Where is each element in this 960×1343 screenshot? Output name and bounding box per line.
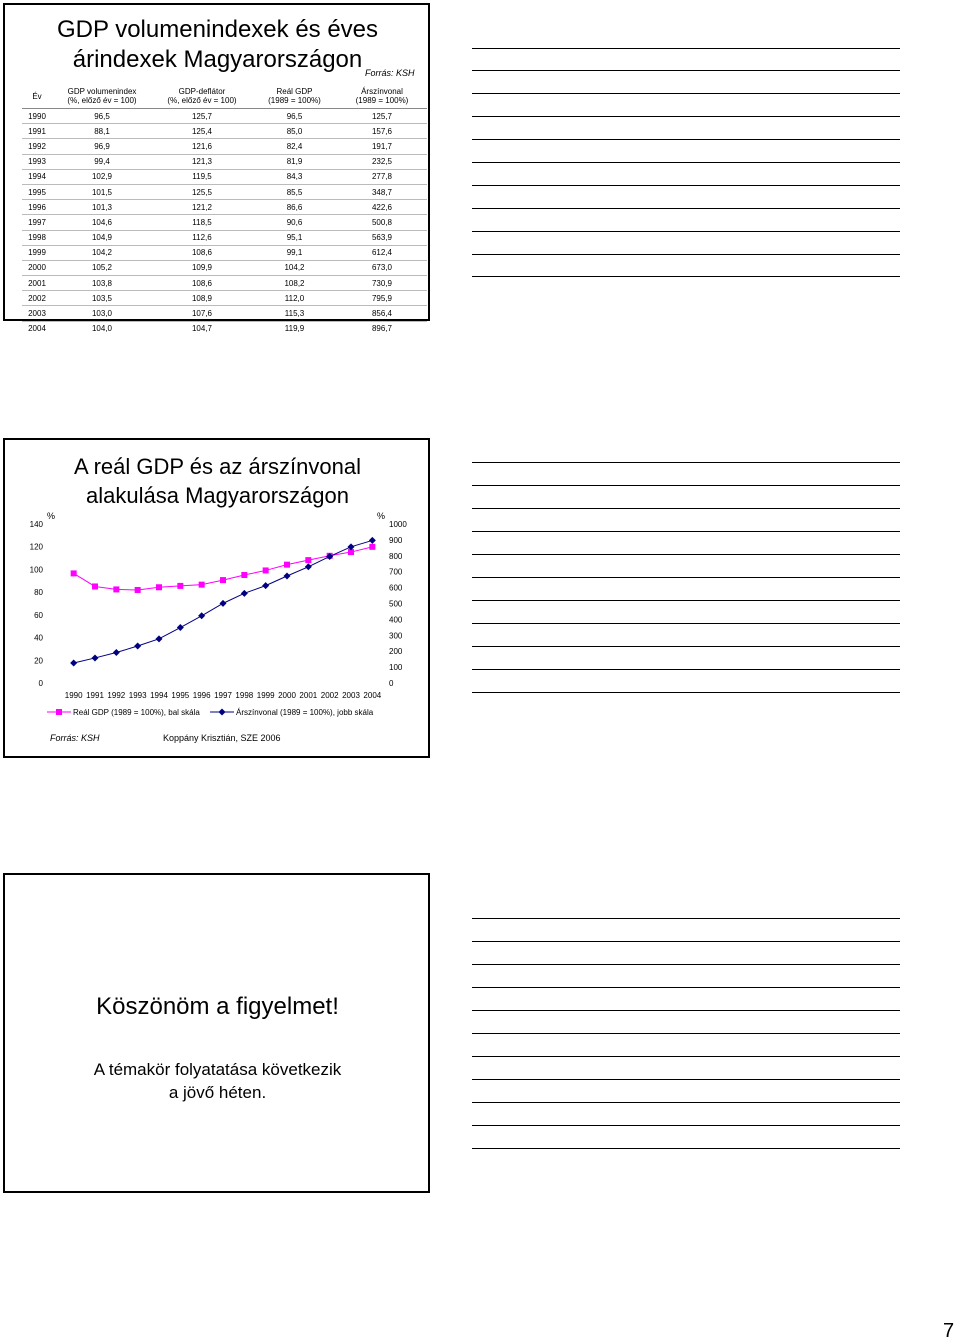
table-cell: 277,8 (371, 172, 393, 182)
x-axis-tick-label: 1993 (128, 691, 147, 700)
note-line (472, 185, 900, 186)
table-cell: 118,5 (192, 217, 212, 227)
note-line (472, 162, 900, 163)
source-label: Forrás: KSH (50, 733, 100, 743)
table-cell: 2003 (28, 309, 46, 319)
x-axis-tick-label: 2000 (278, 691, 296, 700)
table-row (22, 260, 427, 275)
legend-label: Reál GDP (1989 = 100%), bal skála (73, 708, 200, 717)
x-axis-tick-label: 1991 (86, 691, 104, 700)
column-header-text: Reál GDP (276, 87, 313, 96)
left-axis-tick-label: 60 (34, 610, 43, 620)
right-axis-tick-label: 300 (389, 631, 403, 641)
right-axis-tick-label: 400 (389, 615, 403, 625)
left-axis-tick-label: 0 (38, 679, 43, 688)
table-cell: 500,8 (371, 217, 393, 227)
table-row (22, 139, 427, 154)
note-line (472, 623, 900, 624)
right-axis-tick-label: 600 (389, 583, 403, 593)
column-header (52, 84, 152, 109)
slide-thanks (3, 873, 430, 1193)
x-axis-tick-label: 1999 (256, 691, 275, 700)
table-cell: 730,9 (371, 278, 393, 288)
table-cell: 101,5 (91, 187, 113, 197)
table-row (22, 124, 427, 139)
table-cell: 119,9 (284, 324, 305, 334)
source-label: Forrás: KSH (365, 68, 415, 78)
author-label: Koppány Krisztián, SZE 2006 (163, 733, 281, 743)
table-cell: 103,0 (91, 309, 113, 319)
column-header-text: GDP-deflátor (178, 87, 226, 96)
table-cell: 232,5 (371, 157, 393, 167)
right-axis-tick-label: 500 (389, 599, 403, 609)
table-cell: 102,9 (91, 172, 113, 182)
table-cell: 856,4 (371, 309, 393, 319)
table-cell: 85,0 (286, 126, 303, 136)
table-cell: 1996 (28, 202, 46, 212)
table-cell: 125,5 (191, 187, 213, 197)
table-cell: 109,9 (191, 263, 213, 273)
note-line (472, 1010, 900, 1011)
chart-title: A reál GDP és az árszínvonal alakulása Magyarországon (74, 454, 361, 508)
table-cell: 82,4 (286, 141, 303, 151)
table-cell: 104,2 (284, 263, 305, 273)
table-cell: 121,3 (191, 157, 213, 167)
table-cell: 112,0 (284, 293, 305, 303)
column-header (22, 84, 52, 109)
note-line (472, 70, 900, 71)
legend-label: Árszínvonal (1989 = 100%), jobb skála (236, 708, 374, 717)
note-line (472, 1148, 900, 1149)
note-line (472, 941, 900, 942)
note-line (472, 554, 900, 555)
note-line (472, 254, 900, 255)
table-cell: 125,7 (371, 111, 393, 121)
x-axis-tick-label: 1995 (171, 691, 190, 700)
slide-title: GDP volumenindexek és éves árindexek Magyarországon (56, 16, 379, 73)
slide-gdp-chart (3, 438, 430, 758)
table-cell: 191,7 (371, 141, 393, 151)
table-cell: 96,5 (94, 111, 110, 121)
table-cell: 121,2 (191, 202, 213, 212)
table-cell: 84,3 (286, 172, 303, 182)
table-cell: 104,6 (91, 217, 113, 227)
note-line (472, 93, 900, 94)
table-cell: 108,6 (191, 278, 213, 288)
right-axis-tick-label: 1000 (389, 520, 407, 529)
gdp-table (22, 84, 427, 336)
left-axis-tick-label: 100 (29, 565, 43, 575)
right-axis-tick-label: 200 (389, 647, 403, 657)
table-cell: 112,6 (192, 233, 212, 243)
table-cell: 86,6 (286, 202, 303, 212)
table-cell: 104,2 (91, 248, 113, 258)
table-row (22, 109, 427, 124)
table-cell: 125,4 (191, 126, 213, 136)
left-axis-tick-label: 80 (34, 588, 43, 598)
note-line (472, 600, 900, 601)
table-cell: 108,6 (191, 248, 213, 258)
note-line (472, 508, 900, 509)
column-header-text: Árszínvonal (361, 87, 403, 96)
table-row (22, 154, 427, 169)
table-cell: 125,7 (191, 111, 213, 121)
column-header-text: Év (32, 91, 42, 101)
table-cell: 108,9 (191, 293, 213, 303)
table-cell: 1999 (28, 248, 46, 258)
left-axis-label: % (46, 511, 56, 521)
table-cell: 104,9 (91, 233, 113, 243)
table-cell: 1991 (28, 126, 46, 136)
note-line (472, 1056, 900, 1057)
table-cell: 2001 (28, 278, 46, 288)
table-cell: 85,5 (286, 187, 303, 197)
x-axis-tick-label: 2002 (320, 691, 339, 700)
table-row (22, 215, 427, 230)
table-cell: 1990 (28, 111, 46, 121)
x-axis-tick-label: 2003 (342, 691, 360, 700)
note-line (472, 208, 900, 209)
next-topic-text: A témakör folyatatása következik a jövő héten. (93, 1060, 342, 1102)
note-line (472, 669, 900, 670)
table-cell: 105,2 (91, 263, 113, 273)
note-line (472, 1079, 900, 1080)
column-header-text: GDP volumenindex (67, 87, 137, 96)
note-line (472, 139, 900, 140)
table-row (22, 306, 427, 321)
table-cell: 90,6 (286, 217, 303, 227)
slide-gdp-table (3, 3, 430, 334)
table-cell: 612,4 (371, 248, 393, 258)
column-header (337, 84, 427, 109)
table-cell: 157,6 (371, 126, 393, 136)
table-row (22, 245, 427, 260)
table-cell: 795,9 (371, 293, 393, 303)
table-row (22, 184, 427, 199)
note-line (472, 1125, 900, 1126)
left-axis-tick-label: 20 (34, 656, 43, 666)
left-axis-tick-label: 40 (34, 633, 43, 643)
note-line (472, 1033, 900, 1034)
table-cell: 2000 (28, 263, 46, 273)
table-cell: 2002 (28, 293, 46, 303)
table-cell: 115,3 (284, 309, 305, 319)
table-cell: 2004 (28, 324, 46, 334)
note-line (472, 276, 900, 277)
note-line (472, 485, 900, 486)
table-cell: 1998 (28, 233, 46, 243)
column-header-text: (%, előző év = 100) (167, 96, 237, 105)
x-axis-tick-label: 1997 (214, 691, 232, 700)
page-number: 7 (943, 1320, 955, 1342)
right-axis-tick-label: 100 (389, 663, 403, 673)
note-line (472, 231, 900, 232)
table-cell: 121,6 (191, 141, 213, 151)
table-cell: 99,1 (286, 248, 303, 258)
note-line (472, 531, 900, 532)
column-header-text: (1989 = 100%) (268, 96, 321, 105)
table-row (22, 230, 427, 245)
table-body (22, 109, 427, 336)
column-header-text: (1989 = 100%) (355, 96, 409, 105)
note-line (472, 462, 900, 463)
note-line (472, 918, 900, 919)
note-line (472, 964, 900, 965)
table-cell: 81,9 (286, 157, 303, 167)
table-cell: 103,5 (91, 293, 113, 303)
table-row (22, 291, 427, 306)
x-axis-tick-label: 1990 (64, 691, 83, 700)
right-axis-label: % (376, 511, 386, 521)
x-axis-tick-label: 1994 (150, 691, 168, 700)
table-cell: 104,0 (91, 324, 113, 334)
right-axis-tick-label: 900 (389, 535, 403, 545)
x-axis-tick-label: 2004 (363, 691, 382, 700)
table-cell: 96,5 (286, 111, 303, 121)
table-cell: 101,3 (91, 202, 113, 212)
right-axis-tick-label: 800 (389, 551, 403, 561)
table-cell: 108,2 (284, 278, 305, 288)
table-row (22, 276, 427, 291)
table-cell: 563,9 (371, 233, 393, 243)
note-line (472, 987, 900, 988)
table-cell: 96,9 (94, 141, 110, 151)
x-axis-tick-label: 1996 (192, 691, 211, 700)
note-line (472, 692, 900, 693)
table-row (22, 169, 427, 184)
table-cell: 673,0 (371, 263, 393, 273)
table-cell: 119,5 (192, 172, 212, 182)
table-row (22, 200, 427, 215)
table-cell: 103,8 (91, 278, 113, 288)
note-line (472, 1102, 900, 1103)
table-cell: 1995 (28, 187, 46, 197)
table-cell: 348,7 (371, 187, 393, 197)
table-cell: 1992 (28, 141, 46, 151)
table-cell: 104,7 (191, 324, 213, 334)
column-header (252, 84, 337, 109)
left-axis-tick-label: 140 (29, 520, 43, 529)
left-axis-tick-label: 120 (29, 542, 43, 552)
note-line (472, 646, 900, 647)
table-cell: 1997 (28, 217, 46, 227)
table-cell: 107,6 (191, 309, 213, 319)
note-line (472, 48, 900, 49)
x-axis-tick-label: 1998 (235, 691, 254, 700)
x-axis-tick-label: 1992 (107, 691, 126, 700)
note-line (472, 116, 900, 117)
table-cell: 896,7 (371, 324, 393, 334)
table-cell: 1994 (28, 172, 46, 182)
table-row (22, 321, 427, 336)
table-cell: 1993 (28, 157, 46, 167)
table-header-row (22, 84, 427, 109)
thanks-heading: Köszönöm a figyelmet! (96, 993, 339, 1020)
right-axis-tick-label: 700 (389, 567, 403, 577)
table-cell: 88,1 (94, 126, 110, 136)
column-header (152, 84, 252, 109)
note-line (472, 577, 900, 578)
x-axis-tick-label: 2001 (299, 691, 318, 700)
table-cell: 99,4 (94, 157, 110, 167)
right-axis-tick-label: 0 (389, 679, 394, 688)
column-header-text: (%, előző év = 100) (67, 96, 137, 105)
table-cell: 95,1 (286, 233, 303, 243)
table-cell: 422,6 (371, 202, 393, 212)
